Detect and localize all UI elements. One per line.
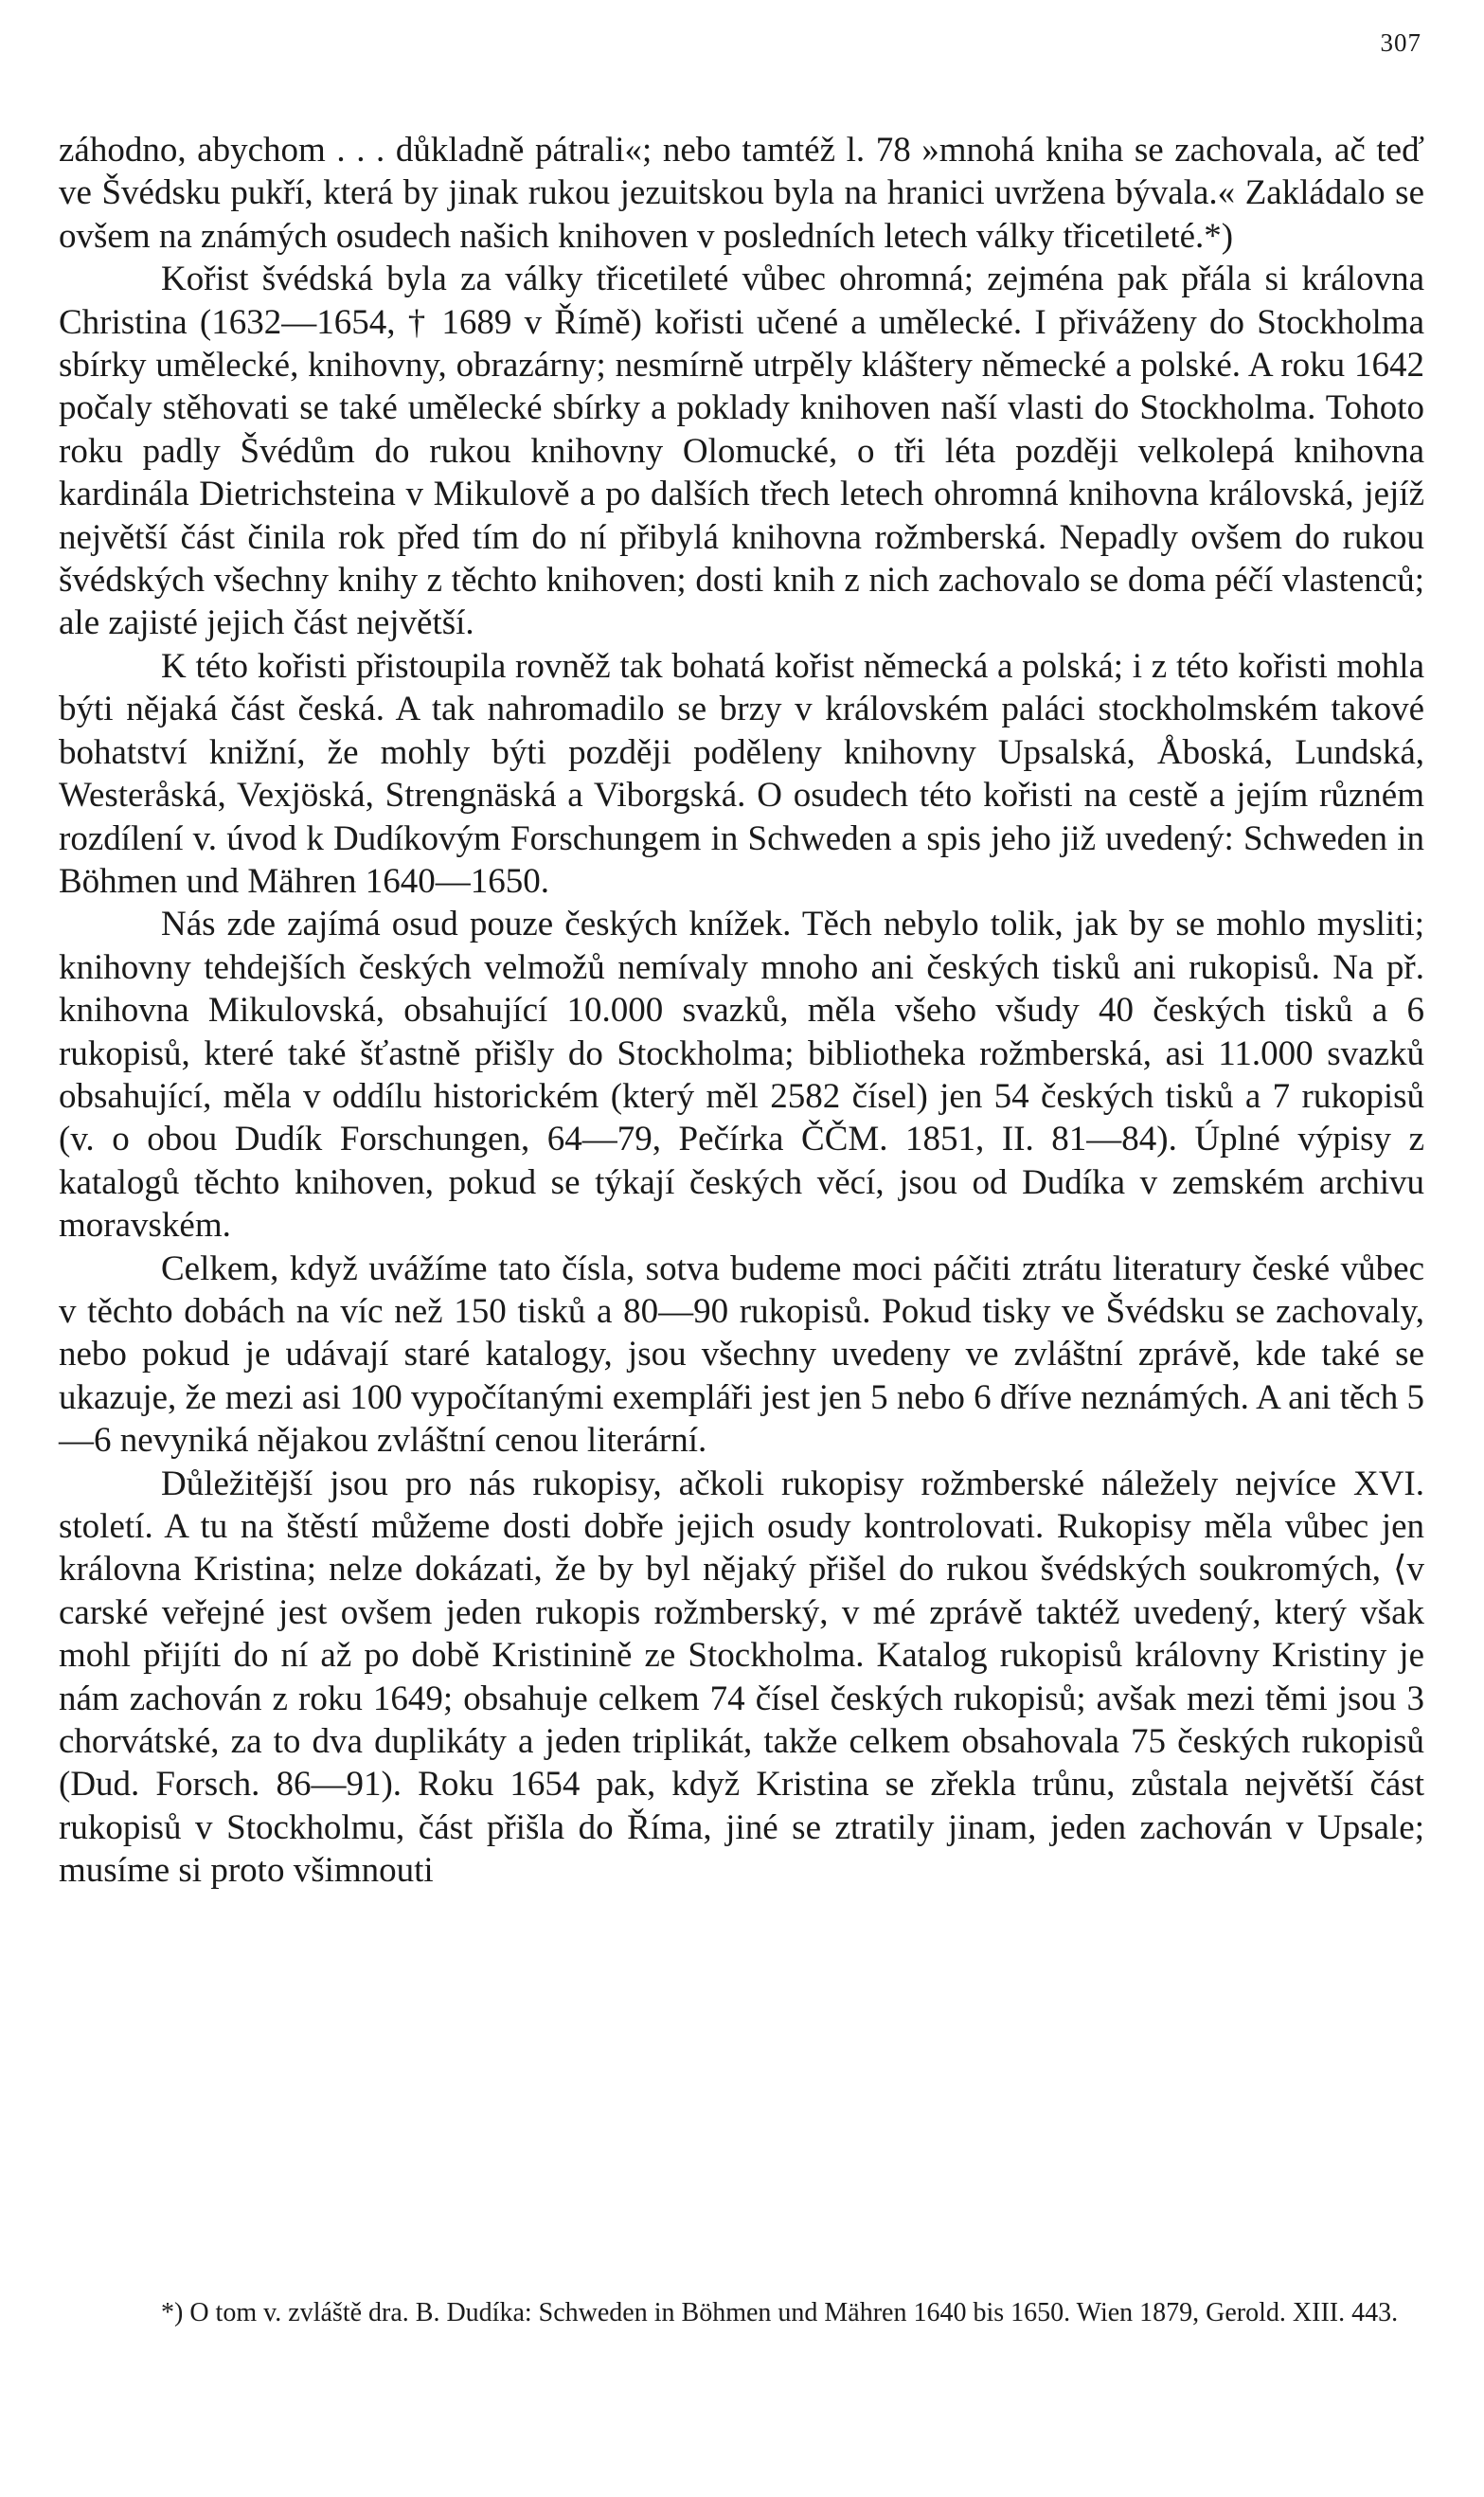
paragraph: Nás zde zajímá osud pouze českých knížek. Těch nebylo tolik, jak by se mohlo mysliti; knihovny tehdejších českých velmožů nemívaly mnoho ani českých tisků ani rukopisů. Na př. knihovna Mikulovská, obsahující 10.000 svazků, měla všeho všudy 40 českých tisků a 6 rukopisů, které také šťastně přišly do Stockholma; bibliotheka rožmberská, asi 11.000 svazků obsahující, měla v oddílu historickém (který měl 2582 čísel) jen 54 českých tisků a 7 rukopisů (v. o obou Dudík Forschungen, 64—79, Pečírka ČČM. 1851, II. 81—84). Úplné výpisy z katalogů těchto knihoven, pokud se týkají českých věcí, jsou od Dudíka v zemském archivu moravském. xyxy=(59,905,1424,1246)
paragraph: Celkem, když uvážíme tato čísla, sotva budeme moci páčiti ztrátu literatury české vůbec v těchto dobách na víc než 150 tisků a 80—90 rukopisů. Pokud tisky ve Švédsku se zachovaly, nebo pokud je udávají staré katalogy, jsou všechny uvedeny ve zvláštní zprávě, kde také se ukazuje, že mezi asi 100 vypočítanými exempláři jest jen 5 nebo 6 dříve neznámých. A ani těch 5—6 nevyniká nějakou zvláštní cenou literární. xyxy=(59,1248,1424,1461)
body-text xyxy=(59,129,1424,1893)
paragraph: záhodno, abychom . . . důkladně pátrali«; nebo tamtéž l. 78 »mnohá kniha se zachovala, ač teď ve Švédsku pukří, která by jinak rukou jezuitskou byla na hranici uvržena bývala.« Zakládalo se ovšem na známých osudech našich knihoven v posledních letech války třicetileté.*) xyxy=(59,131,1424,256)
paragraph: Důležitější jsou pro nás rukopisy, ačkoli rukopisy rožmberské náležely nejvíce XVI. století. A tu na štěstí můžeme dosti dobře jejich osudy kontrolovati. Rukopisy měla vůbec jen královna Kristina; nelze dokázati, že by byl nějaký přišel do rukou švédských soukromých, ⟨v carské veřejné jest ovšem jeden rukopis rožmberský, v mé zprávě taktéž uvedený, který však mohl přijíti do ní až po době Kristinině ze Stockholma. Katalog rukopisů královny Kristiny je nám zachován z roku 1649; obsahuje celkem 74 čísel českých rukopisů; avšak mezi těmi jsou 3 chorvátské, za to dva duplikáty a jeden triplikát, takže celkem obsahovala 75 českých rukopisů (Dud. Forsch. 86—91). Roku 1654 pak, když Kristina se zřekla trůnu, zůstala největší část rukopisů v Stockholmu, část přišla do Říma, jiné se ztratily jinam, jeden zachován v Upsale; musíme si proto všimnouti xyxy=(59,1464,1424,1891)
paragraph: Kořist švédská byla za války třicetileté vůbec ohromná; zejména pak přála si královna Christina (1632—1654, † 1689 v Římě) kořisti učené a umělecké. I přiváženy do Stockholma sbírky umělecké, knihovny, obrazárny; nesmírně utrpěly kláštery německé a polské. A roku 1642 počaly stěhovati se také umělecké sbírky a poklady knihoven naší vlasti do Stockholma. Tohoto roku padly Švédům do rukou knihovny Olomucké, o tři léta později velkolepá knihovna kardinála Dietrichsteina v Mikulově a po dalších třech letech ohromná knihovna královská, jejíž největší část činila rok před tím do ní přibylá knihovna rožmberská. Nepadly ovšem do rukou švédských všechny knihy z těchto knihoven; dosti knih z nich zachovalo se doma péčí vlastenců; ale zajisté jejich část největší. xyxy=(59,260,1424,643)
paragraph: K této kořisti přistoupila rovněž tak bohatá kořist německá a polská; i z této kořisti mohla býti nějaká část česká. A tak nahromadilo se brzy v královském paláci stockholmském takové bohatství knižní, že mohly býti později poděleny knihovny Upsalská, Åboská, Lundská, Westeråská, Vexjöská, Strengnäská a Viborgská. O osudech této kořisti na cestě a jejím různém rozdílení v. úvod k Dudíkovým Forschungem in Schweden a spis jeho již uvedený: Schweden in Böhmen und Mähren 1640—1650. xyxy=(59,646,1424,901)
footnote-text: *) O tom v. zvláště dra. B. Dudíka: Schweden in Böhmen und Mähren 1640 bis 1650. Wien 1879, Gerold. XIII. 443. xyxy=(161,2298,1399,2327)
page-number: 307 xyxy=(1380,28,1421,57)
footnote xyxy=(59,2293,1424,2332)
